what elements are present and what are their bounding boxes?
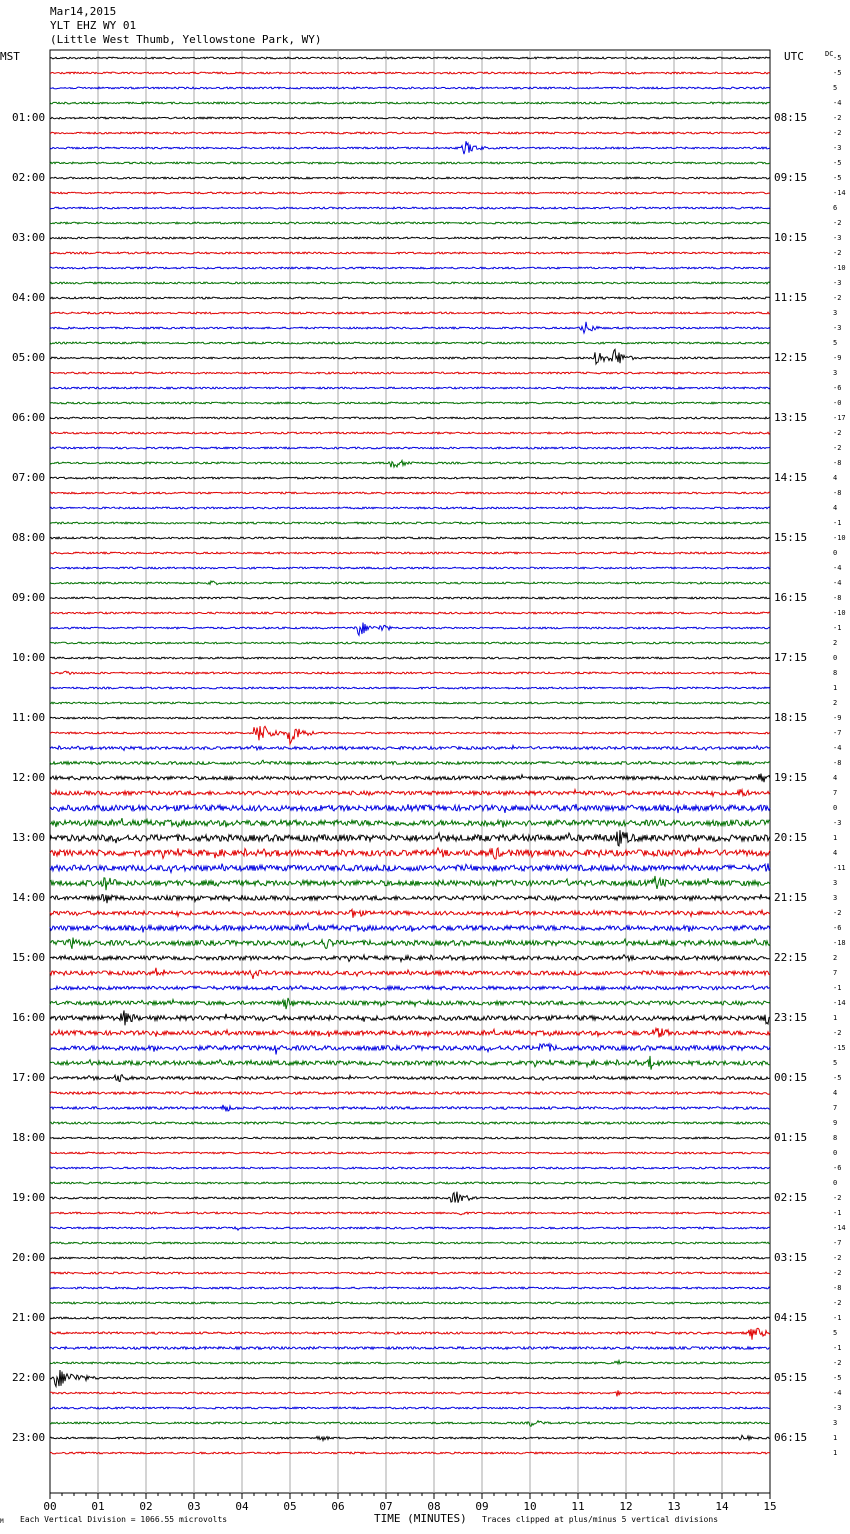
dc-offset-value: -10: [833, 534, 846, 542]
seismic-trace: [50, 581, 770, 585]
seismic-trace: [50, 717, 770, 719]
dc-offset-value: 1: [833, 834, 838, 842]
seismic-trace: [50, 909, 770, 917]
dc-offset-value: -9: [833, 714, 842, 722]
x-tick-label: 14: [715, 1500, 729, 1513]
dc-offset-value: -14: [833, 1224, 846, 1232]
utc-hour-label: 20:15: [774, 831, 808, 844]
seismic-trace: [50, 1272, 770, 1274]
dc-offset-value: -15: [833, 1044, 846, 1052]
station-name: YLT EHZ WY 01: [50, 19, 137, 32]
x-tick-label: 08: [427, 1500, 441, 1513]
seismic-trace: [50, 1370, 770, 1386]
dc-offset-value: 5: [833, 84, 838, 92]
seismic-trace: [50, 162, 770, 164]
dc-offset-value: -4: [833, 579, 842, 587]
seismic-trace: [50, 567, 770, 569]
dc-offset-value: 1: [833, 1449, 838, 1457]
dc-offset-value: 3: [833, 894, 838, 902]
dc-offset-value: 3: [833, 369, 838, 377]
seismic-trace: [50, 1435, 770, 1440]
seismic-trace: [50, 1044, 770, 1055]
dc-offset-value: -7: [833, 1239, 842, 1247]
seismic-trace: [50, 1182, 770, 1184]
utc-hour-label: 11:15: [774, 291, 808, 304]
dc-offset-value: -3: [833, 144, 842, 152]
dc-offset-value: -2: [833, 1254, 842, 1262]
seismic-trace: [50, 1302, 770, 1304]
dc-offset-value: 0: [833, 549, 838, 557]
dc-offset-value: -2: [833, 294, 842, 302]
seismic-trace: [50, 1092, 770, 1095]
dc-offset-value: 8: [833, 669, 838, 677]
seismic-trace: [50, 1075, 770, 1082]
mst-hour-label: 09:00: [12, 591, 46, 604]
dc-offset-value: 0: [833, 1149, 838, 1157]
utc-hour-label: 14:15: [774, 471, 808, 484]
mst-hour-label: 03:00: [12, 231, 46, 244]
mst-hour-label: 01:00: [12, 111, 46, 124]
x-tick-label: 15: [763, 1500, 777, 1513]
dc-offset-value: -3: [833, 234, 842, 242]
utc-hour-label: 19:15: [774, 771, 808, 784]
dc-offset-value: -8: [833, 489, 842, 497]
seismic-trace: [50, 1242, 770, 1244]
dc-offset-value: -5: [833, 174, 842, 182]
seismic-trace: [50, 746, 770, 751]
dc-offset-value: -5: [833, 1074, 842, 1082]
seismic-trace: [50, 1227, 770, 1230]
seismic-trace: [50, 1105, 770, 1112]
seismic-trace: [50, 968, 770, 979]
dc-offset-value: -1: [833, 1344, 842, 1352]
seismic-trace: [50, 894, 770, 903]
dc-offset-value: -2: [833, 909, 842, 917]
utc-hour-label: 05:15: [774, 1371, 808, 1384]
dc-offset-value: -10: [833, 609, 846, 617]
seismic-trace: [50, 760, 770, 765]
dc-offset-value: -6: [833, 924, 842, 932]
seismic-trace: [50, 1192, 770, 1203]
seismic-trace: [50, 522, 770, 524]
mst-hour-label: 08:00: [12, 531, 46, 544]
dc-offset-value: 3: [833, 1419, 838, 1427]
seismic-trace: [50, 402, 770, 404]
seismic-trace: [50, 432, 770, 434]
seismic-trace: [50, 222, 770, 224]
dc-offset-value: -14: [833, 999, 846, 1007]
dc-offset-value: 1: [833, 1434, 838, 1442]
dc-offset-value: 0: [833, 654, 838, 662]
dc-offset-value: 7: [833, 789, 838, 797]
dc-offset-value: 3: [833, 309, 838, 317]
utc-hour-label: 15:15: [774, 531, 808, 544]
x-axis-label: TIME (MINUTES): [374, 1512, 467, 1525]
dc-offset-value: 2: [833, 639, 838, 647]
dc-offset-value: 5: [833, 1059, 838, 1067]
dc-offset-value: 4: [833, 849, 838, 857]
mst-hour-label: 10:00: [12, 651, 46, 664]
seismic-trace: [50, 1407, 770, 1409]
seismic-trace: [50, 1361, 770, 1364]
seismic-trace: [50, 938, 770, 949]
seismic-trace: [50, 623, 770, 636]
utc-hour-label: 21:15: [774, 891, 808, 904]
dc-offset-value: -17: [833, 414, 846, 422]
dc-offset-value: -5: [833, 69, 842, 77]
seismic-trace: [50, 372, 770, 374]
seismic-trace: [50, 804, 770, 813]
seismic-trace: [50, 322, 770, 333]
dc-offset-value: -1: [833, 519, 842, 527]
x-tick-label: 06: [331, 1500, 345, 1513]
utc-hour-label: 06:15: [774, 1431, 808, 1444]
mst-hour-label: 15:00: [12, 951, 46, 964]
seismic-trace: [50, 789, 770, 796]
seismic-trace: [50, 597, 770, 599]
dc-offset-value: -8: [833, 594, 842, 602]
seismic-trace: [50, 1390, 770, 1396]
seismic-trace: [50, 657, 770, 659]
mst-hour-label: 18:00: [12, 1131, 46, 1144]
seismic-trace: [50, 1137, 770, 1139]
seismic-trace: [50, 537, 770, 539]
dc-offset-value: -3: [833, 1404, 842, 1412]
mst-hour-label: 05:00: [12, 351, 46, 364]
right-timezone-label: UTC: [784, 50, 804, 63]
utc-hour-label: 13:15: [774, 411, 808, 424]
dc-offset-value: 6: [833, 204, 838, 212]
dc-offset-value: -4: [833, 564, 842, 572]
mst-hour-label: 13:00: [12, 831, 46, 844]
seismic-trace: [50, 282, 770, 284]
dc-offset-value: 3: [833, 879, 838, 887]
dc-offset-value: 7: [833, 1104, 838, 1112]
dc-offset-value: -1: [833, 624, 842, 632]
utc-hour-label: 18:15: [774, 711, 808, 724]
dc-offset-value: -2: [833, 1359, 842, 1367]
seismic-trace: [50, 507, 770, 509]
seismic-trace: [50, 447, 770, 449]
seismic-trace: [50, 924, 770, 933]
dc-offset-value: -3: [833, 819, 842, 827]
dc-offset-value: -8: [833, 1284, 842, 1292]
dc-offset-value: -2: [833, 1194, 842, 1202]
dc-offset-value: 8: [833, 1134, 838, 1142]
mst-hour-label: 22:00: [12, 1371, 46, 1384]
dc-offset-value: 9: [833, 1119, 838, 1127]
dc-offset-value: -2: [833, 129, 842, 137]
left-timezone-label: MST: [0, 50, 20, 63]
seismic-trace: [50, 387, 770, 389]
seismic-trace: [50, 612, 770, 614]
mst-hour-label: 17:00: [12, 1071, 46, 1084]
dc-offset-value: 4: [833, 1089, 838, 1097]
utc-hour-label: 22:15: [774, 951, 808, 964]
seismic-trace: [50, 702, 770, 704]
seismic-trace: [50, 848, 770, 859]
mst-hour-label: 02:00: [12, 171, 46, 184]
mst-hour-label: 14:00: [12, 891, 46, 904]
seismic-trace: [50, 876, 770, 890]
mst-hour-label: 16:00: [12, 1011, 46, 1024]
dc-offset-value: -2: [833, 1299, 842, 1307]
dc-offset-value: -1: [833, 1209, 842, 1217]
seismic-trace: [50, 552, 770, 554]
dc-offset-value: -14: [833, 189, 846, 197]
scale-note: Each Vertical Division = 1066.55 microvolts: [20, 1515, 228, 1524]
seismic-trace: [50, 312, 770, 314]
mst-hour-label: 12:00: [12, 771, 46, 784]
dc-offset-value: 7: [833, 969, 838, 977]
seismic-trace: [50, 818, 770, 827]
seismic-trace: [50, 1212, 770, 1215]
mst-hour-label: 07:00: [12, 471, 46, 484]
dc-offset-value: -3: [833, 324, 842, 332]
dc-offset-value: 5: [833, 339, 838, 347]
seismic-trace: [50, 141, 770, 154]
utc-hour-label: 01:15: [774, 1131, 808, 1144]
mst-hour-label: 20:00: [12, 1251, 46, 1264]
seismic-trace: [50, 342, 770, 344]
seismic-trace: [50, 671, 770, 674]
seismic-trace: [50, 177, 770, 179]
seismic-trace: [50, 1056, 770, 1070]
dc-offset-value: -2: [833, 1029, 842, 1037]
seismic-trace: [50, 252, 770, 254]
dc-offset-value: 1: [833, 1014, 838, 1022]
dc-offset-header: DC: [825, 50, 834, 58]
dc-offset-value: -6: [833, 384, 842, 392]
dc-offset-value: 4: [833, 474, 838, 482]
dc-offset-value: -1: [833, 1314, 842, 1322]
utc-hour-label: 08:15: [774, 111, 808, 124]
utc-hour-label: 00:15: [774, 1071, 808, 1084]
seismic-trace: [50, 267, 770, 269]
utc-hour-label: 10:15: [774, 231, 808, 244]
seismic-trace: [50, 460, 770, 467]
dc-offset-value: -2: [833, 219, 842, 227]
x-tick-label: 04: [235, 1500, 249, 1513]
seismic-trace: [50, 87, 770, 89]
seismic-trace: [50, 192, 770, 194]
seismic-trace: [50, 1167, 770, 1169]
dc-offset-value: -1: [833, 984, 842, 992]
seismic-trace: [50, 102, 770, 104]
plot-date: Mar14,2015: [50, 5, 117, 18]
seismic-trace: [50, 985, 770, 990]
dc-offset-value: -7: [833, 729, 842, 737]
clip-note: Traces clipped at plus/minus 5 vertical divisions: [482, 1515, 719, 1524]
mst-hour-label: 21:00: [12, 1311, 46, 1324]
utc-hour-label: 16:15: [774, 591, 808, 604]
seismic-trace: [50, 1152, 770, 1154]
dc-offset-value: 4: [833, 774, 838, 782]
seismic-trace: [50, 774, 770, 783]
utc-hour-label: 04:15: [774, 1311, 808, 1324]
seismic-trace: [50, 1328, 770, 1339]
x-tick-label: 12: [619, 1500, 633, 1513]
seismic-trace: [50, 207, 770, 209]
dc-offset-value: -5: [833, 1374, 842, 1382]
seismic-trace: [50, 1347, 770, 1350]
dc-offset-value: -4: [833, 744, 842, 752]
seismic-trace: [50, 237, 770, 239]
dc-offset-value: -5: [833, 54, 842, 62]
seismic-trace: [50, 117, 770, 119]
utc-hour-label: 03:15: [774, 1251, 808, 1264]
x-tick-label: 07: [379, 1500, 393, 1513]
mst-hour-label: 19:00: [12, 1191, 46, 1204]
dc-offset-value: -2: [833, 444, 842, 452]
dc-offset-value: -10: [833, 264, 846, 272]
dc-offset-value: 0: [833, 804, 838, 812]
dc-offset-value: -18: [833, 939, 846, 947]
seismic-trace: [50, 955, 770, 962]
seismic-trace: [50, 1010, 770, 1025]
seismic-trace: [50, 57, 770, 59]
seismic-trace: [50, 477, 770, 479]
x-tick-label: 11: [571, 1500, 585, 1513]
seismic-trace: [50, 297, 770, 299]
corner-mark: M: [0, 1518, 4, 1525]
utc-hour-label: 23:15: [774, 1011, 808, 1024]
seismic-trace: [50, 417, 770, 419]
seismic-trace: [50, 132, 770, 134]
mst-hour-label: 23:00: [12, 1431, 46, 1444]
dc-offset-value: -2: [833, 429, 842, 437]
mst-hour-label: 06:00: [12, 411, 46, 424]
station-location: (Little West Thumb, Yellowstone Park, WY): [50, 33, 322, 46]
seismic-trace: [50, 1421, 770, 1427]
utc-hour-label: 17:15: [774, 651, 808, 664]
x-tick-label: 00: [43, 1500, 57, 1513]
seismic-trace: [50, 1287, 770, 1289]
seismic-trace: [50, 726, 770, 744]
seismic-trace: [50, 642, 770, 644]
mst-hour-label: 11:00: [12, 711, 46, 724]
dc-offset-value: 1: [833, 684, 838, 692]
utc-hour-label: 09:15: [774, 171, 808, 184]
x-tick-label: 10: [523, 1500, 537, 1513]
dc-offset-value: -3: [833, 279, 842, 287]
dc-offset-value: -8: [833, 459, 842, 467]
dc-offset-value: 0: [833, 1179, 838, 1187]
dc-offset-value: -2: [833, 1269, 842, 1277]
seismic-trace: [50, 492, 770, 494]
seismic-trace: [50, 1122, 770, 1124]
dc-offset-value: 2: [833, 954, 838, 962]
dc-offset-value: -4: [833, 1389, 842, 1397]
seismic-trace: [50, 1452, 770, 1454]
seismic-trace: [50, 72, 770, 74]
x-tick-label: 03: [187, 1500, 201, 1513]
seismic-trace: [50, 349, 770, 364]
x-tick-label: 13: [667, 1500, 681, 1513]
plot-frame: [50, 50, 770, 1493]
dc-offset-value: -5: [833, 159, 842, 167]
dc-offset-value: -2: [833, 249, 842, 257]
x-tick-label: 01: [91, 1500, 105, 1513]
dc-offset-value: -9: [833, 354, 842, 362]
dc-offset-value: -11: [833, 864, 846, 872]
dc-offset-value: -8: [833, 759, 842, 767]
dc-offset-value: -2: [833, 114, 842, 122]
seismic-trace: [50, 864, 770, 873]
seismic-trace: [50, 1028, 770, 1037]
dc-offset-value: -0: [833, 399, 842, 407]
seismic-trace: [50, 830, 770, 846]
dc-offset-value: 5: [833, 1329, 838, 1337]
seismic-trace: [50, 687, 770, 689]
x-tick-label: 05: [283, 1500, 297, 1513]
x-tick-label: 09: [475, 1500, 489, 1513]
dc-offset-value: 2: [833, 699, 838, 707]
utc-hour-label: 02:15: [774, 1191, 808, 1204]
mst-hour-label: 04:00: [12, 291, 46, 304]
utc-hour-label: 12:15: [774, 351, 808, 364]
dc-offset-value: -6: [833, 1164, 842, 1172]
seismic-trace: [50, 1317, 770, 1319]
seismic-trace: [50, 1257, 770, 1259]
x-tick-label: 02: [139, 1500, 153, 1513]
dc-offset-value: -4: [833, 99, 842, 107]
dc-offset-value: 4: [833, 504, 838, 512]
seismic-trace: [50, 998, 770, 1009]
